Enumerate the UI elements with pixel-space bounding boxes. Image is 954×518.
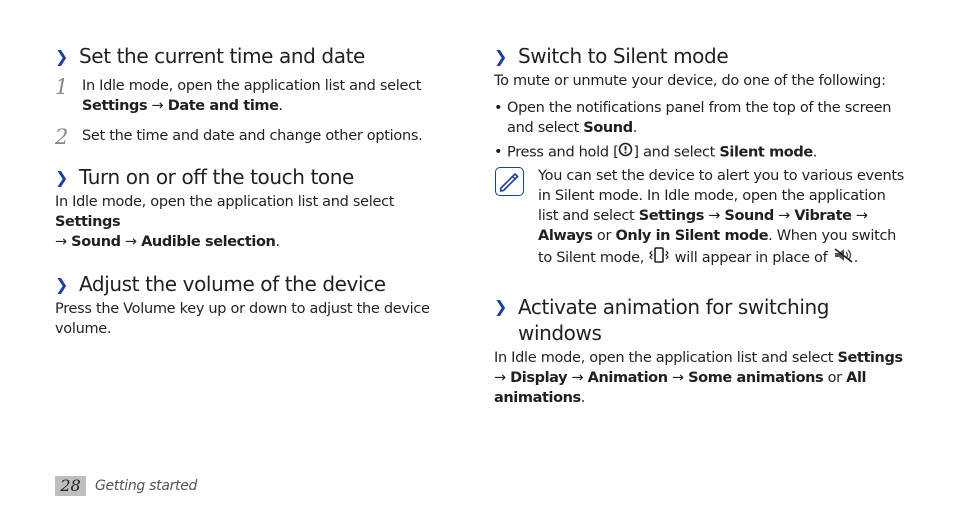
power-key-icon [618,142,633,163]
bullet-text: Press and hold [ [507,144,619,161]
chevron-icon: ❯ [55,47,69,66]
menu-path-silent-mode: Silent mode [719,144,813,161]
text: In Idle mode, open the application list and select [494,350,838,366]
menu-path-sound: Sound [71,234,121,250]
arrow: → [773,208,795,224]
vibrate-icon [648,246,670,270]
menu-path-date-and-time: Date and time [167,98,279,114]
chevron-icon: ❯ [494,47,508,66]
volume-instructions: Press the Volume key up or down to adjust the device volume. [55,301,430,337]
step-1 [55,76,455,116]
chevron-icon: ❯ [494,297,508,316]
page-number: 28 [55,476,86,496]
period: . [278,98,283,114]
section-heading-volume [55,272,455,297]
option-only-in-silent-mode: Only in Silent mode [615,228,769,244]
step-2 [55,125,455,149]
bullet-notifications [494,98,902,138]
left-column [55,40,455,339]
menu-path-settings: Settings [837,350,903,366]
arrow: → [703,208,725,224]
or: or [823,370,847,386]
step-number: 1 [55,75,69,99]
menu-path-sound: Sound [724,208,774,224]
bullet-press-and-hold [494,142,904,163]
menu-path-audible-selection: Audible selection [141,234,276,250]
arrow: → [147,98,168,114]
period: . [812,144,818,161]
note-text: You can set the device to alert you to various events in Silent mode. In Idle mode, open the application list and select [538,168,904,224]
step-text: In Idle mode, open the application list and select [82,78,422,94]
arrow: → [120,234,142,250]
touch-tone-instructions [55,192,455,252]
chapter-name: Getting started [95,478,198,494]
sound-icon [832,246,854,270]
period: . [275,234,280,250]
section-title: Switch to Silent mode [518,44,729,68]
note-text: will appear in place of [670,250,832,266]
section-title: Adjust the volume of the device [79,272,386,296]
text: In Idle mode, open the application list and select [55,194,395,210]
menu-path-vibrate: Vibrate [794,208,852,224]
section-heading-animation [494,294,874,346]
menu-path-settings: Settings [82,98,148,114]
right-column [494,40,904,408]
arrow: → [667,370,689,386]
arrow: → [567,370,588,386]
or: or [592,228,616,244]
bullet-text: ] and select [633,144,720,161]
animation-instructions [494,348,904,408]
period: . [580,390,586,406]
bullet-dot: • [494,100,503,116]
step-text: Set the time and date and change other options. [82,128,423,144]
arrow: → [55,234,72,250]
section-heading-touch-tone [55,165,455,190]
bullet-text: Open the notifications panel from the top of the screen and select [507,100,892,136]
option-some-animations: Some animations [688,370,824,386]
bullet-dot: • [494,144,503,160]
period: . [853,250,859,266]
section-title: Turn on or off the touch tone [79,165,354,189]
step-number: 2 [55,125,69,149]
silent-mode-intro: To mute or unmute your device, do one of the following: [494,73,886,89]
note-text: . When you switch to Silent mode, [538,228,897,266]
menu-path-display: Display [510,370,568,386]
menu-path-settings: Settings [55,214,121,230]
chevron-icon: ❯ [55,168,69,187]
option-always: Always [538,228,593,244]
arrow: → [494,370,511,386]
section-heading-time-date [55,44,455,69]
note-icon [495,167,524,196]
chevron-icon: ❯ [55,275,69,294]
note-silent-mode [494,166,904,270]
period: . [632,120,638,136]
section-title: Set the current time and date [79,44,365,68]
menu-path-animation: Animation [587,370,668,386]
arrow: → [851,208,868,224]
section-title: Activate animation for switching windows [518,295,830,345]
menu-path-sound: Sound [583,120,633,136]
menu-path-settings: Settings [638,208,704,224]
option-all-animations: All animations [494,370,867,406]
section-heading-silent-mode [494,44,904,69]
